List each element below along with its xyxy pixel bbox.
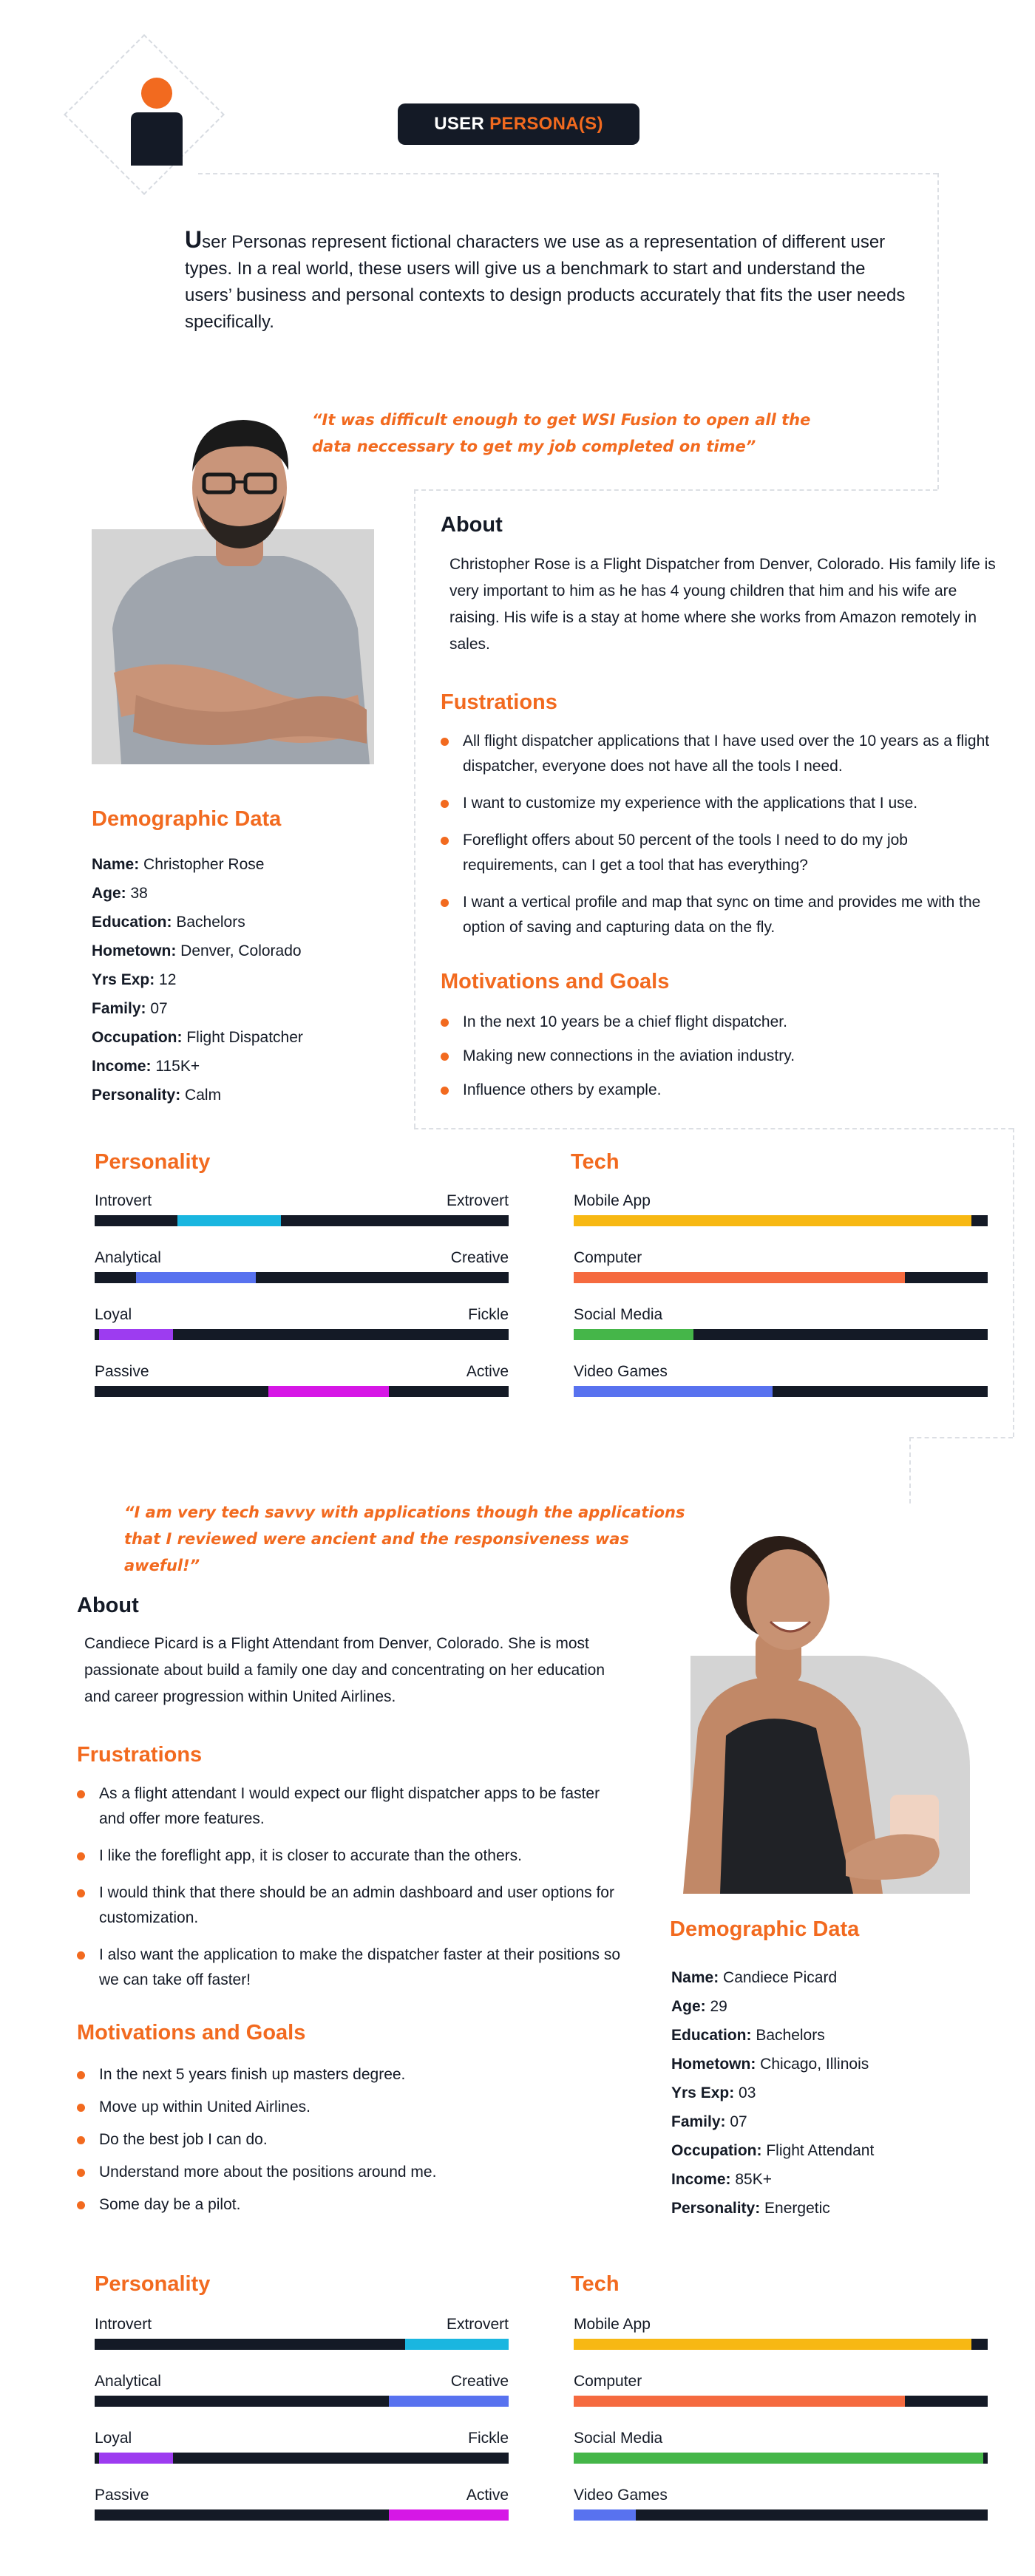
personality-bar <box>95 2372 509 2407</box>
demographic-value: Flight Dispatcher <box>182 1029 303 1046</box>
list-item: I also want the application to make the dispatcher faster at their positions so we can take off faster! <box>77 1943 624 1993</box>
bar-fill <box>574 2396 905 2407</box>
demographic-label: Family: <box>92 1000 146 1017</box>
bar-track <box>574 1215 988 1226</box>
list-item: I want to customize my experience with the applications that I use. <box>441 791 1002 816</box>
bar-track <box>95 1272 509 1283</box>
bar-label: Social Media <box>574 2430 663 2447</box>
demographic-title: Demographic Data <box>670 1917 860 1941</box>
demographic-value: Christopher Rose <box>139 856 265 873</box>
list-item: As a flight attendant I would expect our flight dispatcher apps to be faster and offer more features. <box>77 1781 624 1832</box>
demographic-title: Demographic Data <box>92 807 282 831</box>
bar-fill <box>574 2339 971 2350</box>
demographic-row <box>671 2021 997 2050</box>
personality-title: Personality <box>95 2272 211 2296</box>
demographic-label: Education: <box>92 914 172 931</box>
bar-track <box>95 1386 509 1397</box>
divider <box>414 1128 1013 1129</box>
bar-label: Mobile App <box>574 2316 651 2333</box>
demographic-value: 38 <box>126 885 148 902</box>
demographic-row <box>671 2165 997 2194</box>
demographic-row <box>92 1023 402 1052</box>
bar-track <box>95 2339 509 2350</box>
demographic-row <box>671 2136 997 2165</box>
bar-track <box>574 1272 988 1283</box>
demographic-label: Personality: <box>671 2200 761 2217</box>
about-title: About <box>441 513 503 537</box>
frustrations-list <box>441 729 1002 952</box>
demographic-value: 12 <box>155 971 177 988</box>
divider <box>414 489 415 1128</box>
motivations-title: Motivations and Goals <box>77 2021 306 2045</box>
bar-track <box>574 1386 988 1397</box>
demographic-row <box>92 850 402 879</box>
demographic-value: Energetic <box>760 2200 830 2217</box>
demographic-label: Hometown: <box>671 2056 756 2073</box>
bar-label-right: Fickle <box>468 1306 509 1323</box>
bar-label: Video Games <box>574 1363 668 1380</box>
about-text: Candiece Picard is a Flight Attendant from Denver, Colorado. She is most passionate about build a family one day and concentrating on her education and career progression within United Airlines. <box>84 1635 605 1705</box>
bar-track <box>574 2339 988 2350</box>
bar-track <box>574 2453 988 2464</box>
tech-bar <box>574 1192 988 1226</box>
demographic-value: Candiece Picard <box>719 1969 838 1986</box>
demographic-list <box>671 1963 997 2223</box>
bar-fill <box>389 2509 509 2521</box>
demographic-row <box>671 1963 997 1992</box>
list-item: Some day be a pilot. <box>77 2192 624 2218</box>
list-item: Influence others by example. <box>441 1078 1002 1103</box>
demographic-label: Yrs Exp: <box>92 971 155 988</box>
demographic-row <box>671 2107 997 2136</box>
demographic-list <box>92 850 402 1109</box>
demographic-value: Calm <box>180 1087 222 1104</box>
personality-bar <box>95 2315 509 2350</box>
personality-title: Personality <box>95 1150 211 1174</box>
personality-bar <box>95 1305 509 1340</box>
bar-fill <box>574 1272 905 1283</box>
demographic-label: Occupation: <box>671 2142 762 2159</box>
divider <box>1013 1128 1014 1437</box>
bar-track <box>95 2509 509 2521</box>
bar-fill <box>574 2453 983 2464</box>
motivations-list <box>77 2062 624 2225</box>
divider <box>909 1437 1013 1438</box>
list-item: In the next 10 years be a chief flight dispatcher. <box>441 1010 1002 1035</box>
bar-fill <box>405 2339 509 2350</box>
demographic-value: 07 <box>725 2113 747 2130</box>
demographic-value: 29 <box>705 1998 727 2015</box>
bar-label: Passive <box>95 2487 149 2504</box>
list-item: I would think that there should be an admin dashboard and user options for customization. <box>77 1880 624 1931</box>
bar-label: Introvert <box>95 2316 152 2333</box>
list-item: Do the best job I can do. <box>77 2127 624 2152</box>
personality-bar <box>95 1248 509 1283</box>
demographic-label: Name: <box>92 856 140 873</box>
list-item: I like the foreflight app, it is closer to accurate than the others. <box>77 1843 624 1869</box>
persona-quote: “I am very tech savvy with applications though the applications that I reviewed were ancient and the responsiveness was aweful!” <box>124 1503 685 1574</box>
list-item: Understand more about the positions around me. <box>77 2160 624 2185</box>
list-item: Foreflight offers about 50 percent of the tools I need to do my job requirements, can I get a tool that has everything? <box>441 828 1002 878</box>
bar-fill <box>136 1272 256 1283</box>
demographic-label: Income: <box>92 1058 152 1075</box>
bar-fill <box>177 1215 281 1226</box>
bar-fill <box>99 2453 174 2464</box>
tech-bar <box>574 1305 988 1340</box>
about-text: Christopher Rose is a Flight Dispatcher from Denver, Colorado. His family life is very important to him as he has 4 young children that him and his wife are raising. His wife is a stay at home where she works from Amazon remotely in sales. <box>449 556 996 653</box>
user-icon <box>127 77 186 166</box>
tech-bar <box>574 2315 988 2350</box>
demographic-label: Age: <box>92 885 126 902</box>
demographic-value: 07 <box>146 1000 168 1017</box>
bar-label: Analytical <box>95 1249 161 1266</box>
bar-label: Introvert <box>95 1192 152 1209</box>
persona-photo <box>668 1506 979 1894</box>
demographic-label: Family: <box>671 2113 726 2130</box>
bar-track <box>95 2453 509 2464</box>
bar-label: Passive <box>95 1363 149 1380</box>
demographic-row <box>92 1052 402 1081</box>
bar-label: Computer <box>574 1249 642 1266</box>
bar-label: Video Games <box>574 2487 668 2504</box>
bar-label: Loyal <box>95 1306 132 1323</box>
bar-track <box>574 1329 988 1340</box>
bar-label: Computer <box>574 2373 642 2390</box>
demographic-value: Chicago, Illinois <box>756 2056 869 2073</box>
demographic-row <box>671 2050 997 2079</box>
divider <box>909 1437 911 1503</box>
motivations-title: Motivations and Goals <box>441 970 670 993</box>
bar-track <box>95 2396 509 2407</box>
demographic-value: 85K+ <box>730 2171 772 2188</box>
tech-bar <box>574 1248 988 1283</box>
bar-label-right: Active <box>466 1363 509 1380</box>
tech-bar <box>574 2429 988 2464</box>
bar-label: Social Media <box>574 1306 663 1323</box>
bar-track <box>574 2509 988 2521</box>
demographic-row <box>92 1081 402 1109</box>
bar-label-right: Creative <box>450 2373 509 2390</box>
list-item: All flight dispatcher applications that I have used over the 10 years as a flight dispatcher, everyone does not have all the tools I need. <box>441 729 1002 779</box>
demographic-row <box>92 965 402 994</box>
bar-fill <box>99 1329 174 1340</box>
demographic-label: Occupation: <box>92 1029 183 1046</box>
bar-fill <box>389 2396 509 2407</box>
bar-label-right: Creative <box>450 1249 509 1266</box>
list-item: Move up within United Airlines. <box>77 2095 624 2120</box>
demographic-row <box>671 2194 997 2223</box>
demographic-label: Income: <box>671 2171 731 2188</box>
tech-bar <box>574 2486 988 2521</box>
bar-fill <box>574 2509 636 2521</box>
demographic-value: 03 <box>734 2084 756 2101</box>
tech-title: Tech <box>571 1150 620 1174</box>
intro-text: User Personas represent fictional characters we use as a representation of different user types. In a real world, these users will give us a benchmark to start and understand the users’ business and personal contexts to design products accurately that fits the user needs specifically. <box>185 226 906 332</box>
page-title: USER PERSONA(S) <box>398 103 639 145</box>
demographic-row <box>671 2079 997 2107</box>
demographic-row <box>671 1992 997 2021</box>
demographic-label: Name: <box>671 1969 719 1986</box>
demographic-label: Age: <box>671 1998 706 2015</box>
demographic-row <box>92 908 402 937</box>
about-title: About <box>77 1594 139 1617</box>
bar-track <box>95 1329 509 1340</box>
persona-photo <box>92 384 387 764</box>
demographic-value: Denver, Colorado <box>176 942 302 959</box>
personality-bar <box>95 1192 509 1226</box>
bar-label: Analytical <box>95 2373 161 2390</box>
bar-fill <box>574 1329 693 1340</box>
demographic-label: Personality: <box>92 1087 181 1104</box>
tech-bar <box>574 1362 988 1397</box>
divider <box>198 173 937 174</box>
bar-label-right: Extrovert <box>446 2316 509 2333</box>
motivations-list <box>441 1010 1002 1112</box>
tech-bar <box>574 2372 988 2407</box>
bar-fill <box>574 1215 971 1226</box>
bar-label-right: Fickle <box>468 2430 509 2447</box>
demographic-row <box>92 879 402 908</box>
demographic-label: Education: <box>671 2027 752 2044</box>
demographic-value: Bachelors <box>751 2027 825 2044</box>
bar-label-right: Extrovert <box>446 1192 509 1209</box>
tech-title: Tech <box>571 2272 620 2296</box>
demographic-label: Yrs Exp: <box>671 2084 735 2101</box>
list-item: In the next 5 years finish up masters degree. <box>77 2062 624 2087</box>
personality-bar <box>95 2429 509 2464</box>
demographic-value: 115K+ <box>151 1058 200 1075</box>
bar-label: Loyal <box>95 2430 132 2447</box>
bar-fill <box>574 1386 773 1397</box>
personality-bar <box>95 1362 509 1397</box>
bar-track <box>95 1215 509 1226</box>
demographic-value: Flight Attendant <box>761 2142 875 2159</box>
bar-label-right: Active <box>466 2487 509 2504</box>
bar-fill <box>268 1386 388 1397</box>
bar-label: Mobile App <box>574 1192 651 1209</box>
personality-bar <box>95 2486 509 2521</box>
bar-track <box>574 2396 988 2407</box>
frustrations-title: Fustrations <box>441 690 557 714</box>
demographic-value: Bachelors <box>172 914 245 931</box>
persona-quote: “It was difficult enough to get WSI Fusion to open all the data neccessary to get my job completed on time” <box>312 411 811 455</box>
list-item: I want a vertical profile and map that sync on time and provides me with the option of saving and capturing data on the fly. <box>441 890 1002 940</box>
demographic-row <box>92 937 402 965</box>
divider <box>937 173 939 489</box>
list-item: Making new connections in the aviation industry. <box>441 1044 1002 1069</box>
divider <box>414 489 937 491</box>
frustrations-title: Frustrations <box>77 1743 203 1767</box>
frustrations-list <box>77 1781 624 2005</box>
demographic-row <box>92 994 402 1023</box>
demographic-label: Hometown: <box>92 942 177 959</box>
